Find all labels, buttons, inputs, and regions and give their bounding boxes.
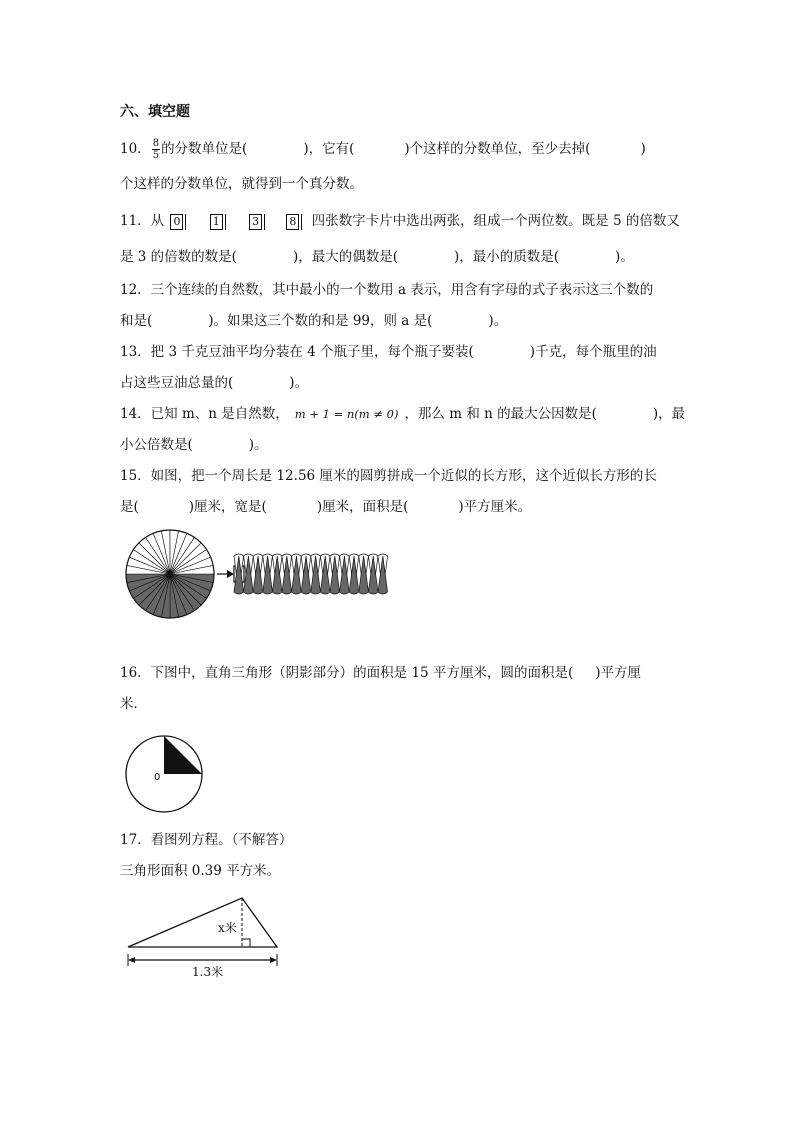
- formula: m + 1 = n(m ≠ 0): [294, 407, 399, 421]
- circle-triangle-figure: [124, 734, 206, 816]
- right-angle-mark: [242, 939, 250, 947]
- digit-card-1: 1: [210, 214, 223, 230]
- question-15-line-1: 15．如图，把一个周长是 12.56 厘米的圆剪拼成一个近似的长方形，这个近似长方形的长: [120, 468, 657, 484]
- question-11-line-1: 11．从 0 1 3 8 四张数字卡片中选出两张，组成一个两位数。既是 5 的倍数又: [120, 213, 680, 229]
- base-label: 1.3米: [192, 965, 224, 979]
- fraction-8-5: $\frac{8}{5}$: [152, 138, 160, 161]
- question-10-line-1: 10． $\frac{8}{5}$ 的分数单位是( )，它有( )个这样的分数单位，至少去掉( ): [120, 138, 646, 161]
- question-16-line-1: 16．下图中，直角三角形（阴影部分）的面积是 15 平方厘米，圆的面积是( )平方厘: [120, 665, 641, 681]
- triangle-figure: [122, 892, 282, 982]
- height-label: x米: [218, 921, 237, 935]
- question-17-line-2: 三角形面积 0.39 平方米。: [120, 863, 281, 879]
- question-17-line-1: 17．看图列方程。（不解答）: [120, 832, 293, 848]
- question-13-line-2: 占这些豆油总量的( )。: [120, 375, 309, 391]
- digit-card-8: 8: [286, 214, 299, 230]
- question-11-line-2: 是 3 的倍数的数是( )，最大的偶数是( )，最小的质数是( )。: [120, 249, 634, 265]
- circle-to-rectangle-figure: [124, 528, 388, 624]
- center-label: 0: [154, 772, 161, 783]
- question-14-line-1: 14．已知 m、n 是自然数， m + 1 = n(m ≠ 0) ，那么 m 和 n 的最大公因数是( )，最: [120, 406, 686, 422]
- question-16-line-2: 米．: [120, 696, 147, 712]
- approximate-rectangle: [234, 554, 388, 594]
- triangle: [128, 898, 277, 947]
- question-12-line-2: 和是( )。如果这三个数的和是 99，则 a 是( )。: [120, 313, 508, 329]
- section-title: 六、填空题: [120, 104, 190, 120]
- digit-card-3: 3: [249, 214, 262, 230]
- question-10-line-2: 个这样的分数单位，就得到一个真分数。: [120, 176, 363, 192]
- question-15-line-2: 是( )厘米，宽是( )厘米，面积是( )平方厘米。: [120, 499, 532, 515]
- question-14-line-2: 小公倍数是( )。: [120, 437, 268, 453]
- question-12-line-1: 12．三个连续的自然数，其中最小的一个数用 a 表示，用含有字母的式子表示这三个数的: [120, 282, 654, 298]
- digit-card-0: 0: [170, 214, 183, 230]
- q10-number: 10．: [120, 141, 151, 157]
- question-13-line-1: 13．把 3 千克豆油平均分装在 4 个瓶子里，每个瓶子要装( )千克，每个瓶里的油: [120, 344, 657, 360]
- arrow-icon: [217, 570, 234, 578]
